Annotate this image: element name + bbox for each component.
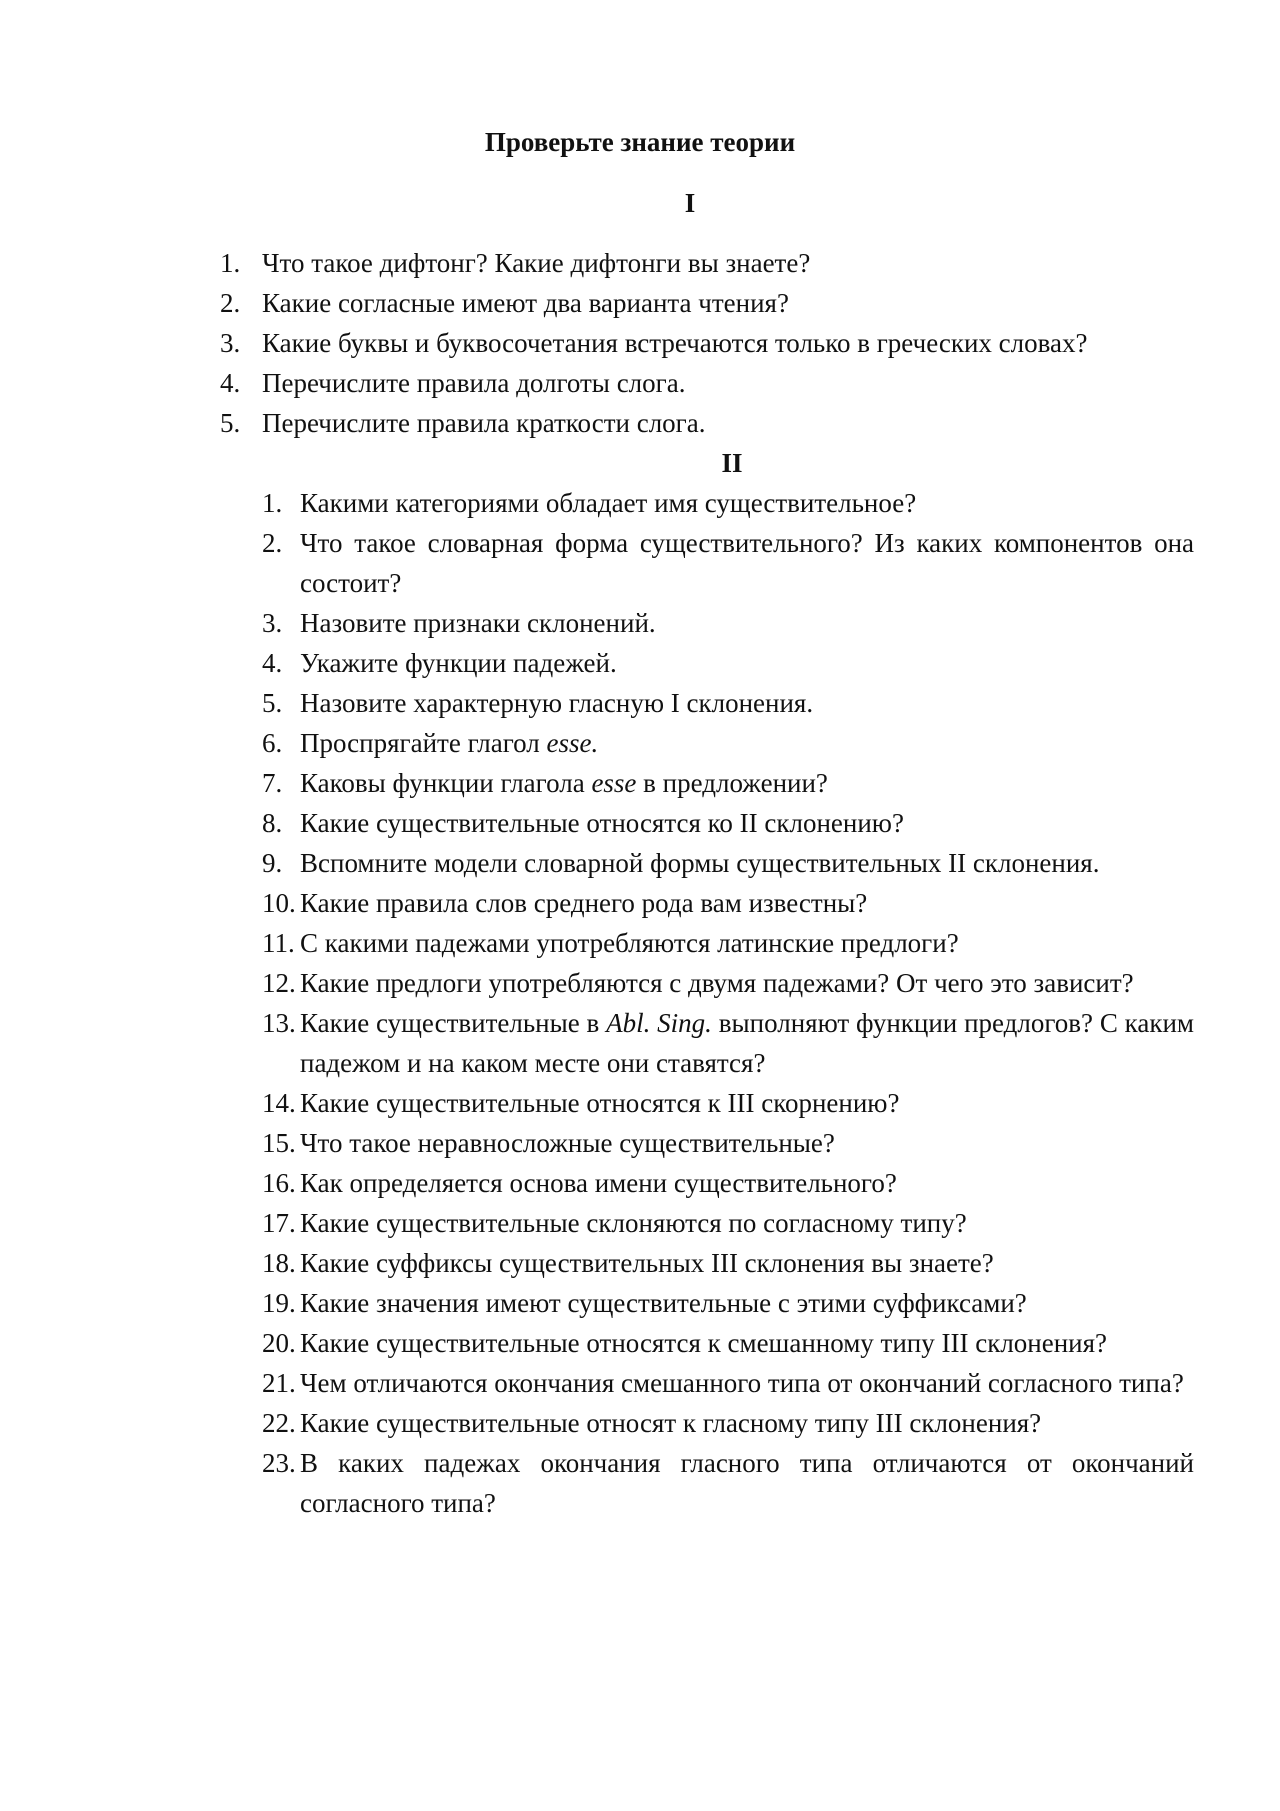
question-text-part: Что такое словарная форма существительного? Из каких компонентов она состоит?	[300, 528, 1194, 598]
question-number: 9.	[262, 848, 283, 878]
question-text	[300, 1163, 1194, 1203]
question-text	[300, 1283, 1194, 1323]
latin-term: Abl. Sing.	[606, 1008, 712, 1038]
question-item	[262, 483, 1194, 523]
question-item	[262, 1403, 1194, 1443]
question-item	[262, 1363, 1194, 1403]
question-item	[262, 683, 1194, 723]
question-number: 1.	[262, 488, 283, 518]
question-item	[262, 883, 1194, 923]
question-text-part: Каковы функции глагола	[300, 768, 592, 798]
latin-term: esse	[591, 768, 637, 798]
question-item	[262, 1003, 1194, 1083]
question-number: 22.	[262, 1408, 296, 1438]
question-text	[300, 923, 1194, 963]
question-item	[262, 1283, 1194, 1323]
question-text	[300, 963, 1194, 1003]
question-text	[300, 1203, 1194, 1243]
question-text-part: Какие правила слов среднего рода вам известны?	[300, 888, 868, 918]
question-text-part: Укажите функции падежей.	[300, 648, 617, 678]
question-text	[300, 883, 1194, 923]
question-number: 10.	[262, 888, 296, 918]
question-item	[220, 283, 1194, 323]
question-text-part: В каких падежах окончания гласного типа отличаются от окончаний согласного типа?	[300, 1448, 1194, 1518]
question-item	[220, 363, 1194, 403]
question-text	[300, 843, 1194, 883]
question-text-part: Что такое неравносложные существительные?	[300, 1128, 835, 1158]
question-number: 19.	[262, 1288, 296, 1318]
question-text-part: Что такое дифтонг? Какие дифтонги вы знаете?	[262, 248, 811, 278]
question-text-part: Какие согласные имеют два варианта чтения?	[262, 288, 789, 318]
question-text-part: Какие существительные склоняются по согласному типу?	[300, 1208, 967, 1238]
question-item	[262, 1203, 1194, 1243]
question-item	[262, 1323, 1194, 1363]
question-number: 16.	[262, 1168, 296, 1198]
question-text	[300, 803, 1194, 843]
question-text	[300, 643, 1194, 683]
question-number: 6.	[262, 728, 283, 758]
question-text	[300, 683, 1194, 723]
question-text	[300, 1363, 1194, 1403]
section-heading-1: I	[684, 188, 696, 218]
question-item	[262, 963, 1194, 1003]
question-text	[262, 363, 1194, 403]
question-text	[300, 763, 1194, 803]
question-item	[220, 243, 1194, 283]
question-number: 17.	[262, 1208, 296, 1238]
question-item	[262, 763, 1194, 803]
question-list-2	[262, 483, 1194, 1523]
question-text	[300, 1443, 1194, 1523]
question-text-part: Какие значения имеют существительные с этими суффиксами?	[300, 1288, 1027, 1318]
question-text	[300, 523, 1194, 603]
question-text-part: Перечислите правила долготы слога.	[262, 368, 686, 398]
question-text	[300, 1083, 1194, 1123]
question-number: 4.	[262, 648, 283, 678]
question-text	[300, 1243, 1194, 1283]
question-text	[300, 1323, 1194, 1363]
page-title: Проверьте знание теории	[484, 127, 796, 157]
question-number: 11.	[262, 928, 295, 958]
question-number: 1.	[220, 248, 241, 278]
question-text-part: Перечислите правила краткости слога.	[262, 408, 706, 438]
question-number: 5.	[262, 688, 283, 718]
question-text-part: Какие существительные относятся ко II склонению?	[300, 808, 904, 838]
question-number: 23.	[262, 1448, 296, 1478]
question-text	[300, 1403, 1194, 1443]
question-number: 5.	[220, 408, 241, 438]
question-item	[262, 523, 1194, 603]
question-text-part: Какие буквы и буквосочетания встречаются только в греческих словах?	[262, 328, 1088, 358]
question-text	[300, 1123, 1194, 1163]
question-text	[262, 323, 1194, 363]
question-item	[262, 1243, 1194, 1283]
question-text-part: Как определяется основа имени существительного?	[300, 1168, 897, 1198]
question-item	[262, 1123, 1194, 1163]
question-text	[262, 403, 1194, 443]
question-text	[300, 1003, 1194, 1083]
question-text	[300, 603, 1194, 643]
question-number: 2.	[262, 528, 283, 558]
question-item	[220, 403, 1194, 443]
question-number: 14.	[262, 1088, 296, 1118]
question-text	[300, 483, 1194, 523]
question-number: 3.	[262, 608, 283, 638]
question-number: 4.	[220, 368, 241, 398]
question-number: 12.	[262, 968, 296, 998]
question-number: 21.	[262, 1368, 296, 1398]
question-number: 2.	[220, 288, 241, 318]
question-text-part: Какие существительные относятся к III скорнению?	[300, 1088, 900, 1118]
question-text	[262, 283, 1194, 323]
question-text-part: Чем отличаются окончания смешанного типа от окончаний согласного типа?	[300, 1368, 1184, 1398]
question-item	[262, 603, 1194, 643]
question-number: 15.	[262, 1128, 296, 1158]
question-text-part: Какие существительные относятся к смешанному типу III склонения?	[300, 1328, 1108, 1358]
question-item	[262, 1443, 1194, 1523]
latin-term: esse.	[546, 728, 599, 758]
question-text-part: выполняют функции предлогов? С каким падежом и на каком месте они ставятся?	[300, 1008, 1195, 1078]
question-text-part: Какие суффиксы существительных III склонения вы знаете?	[300, 1248, 994, 1278]
question-number: 13.	[262, 1008, 296, 1038]
question-item	[262, 643, 1194, 683]
question-number: 3.	[220, 328, 241, 358]
question-text-part: Назовите характерную гласную I склонения.	[300, 688, 814, 718]
question-item	[262, 923, 1194, 963]
question-item	[262, 1083, 1194, 1123]
question-number: 8.	[262, 808, 283, 838]
question-text-part: Какими категориями обладает имя существительное?	[300, 488, 917, 518]
question-list-1	[220, 243, 1194, 443]
question-text	[300, 723, 1194, 763]
question-text-part: Вспомните модели словарной формы существительных II склонения.	[300, 848, 1100, 878]
question-item	[262, 723, 1194, 763]
question-number: 20.	[262, 1328, 296, 1358]
question-text-part: Какие существительные относят к гласному типу III склонения?	[300, 1408, 1042, 1438]
question-item	[262, 1163, 1194, 1203]
question-text-part: в предложении?	[636, 768, 828, 798]
question-text-part: Назовите признаки склонений.	[300, 608, 656, 638]
question-number: 7.	[262, 768, 283, 798]
question-text-part: С какими падежами употребляются латинские предлоги?	[300, 928, 959, 958]
question-text	[262, 243, 1194, 283]
question-item	[262, 843, 1194, 883]
question-text-part: Какие предлоги употребляются с двумя падежами? От чего это зависит?	[300, 968, 1134, 998]
question-item	[262, 803, 1194, 843]
question-text-part: Проспрягайте глагол	[300, 728, 547, 758]
question-item	[220, 323, 1194, 363]
section-heading-2: II	[721, 448, 743, 478]
question-number: 18.	[262, 1248, 296, 1278]
question-text-part: Какие существительные в	[300, 1008, 607, 1038]
